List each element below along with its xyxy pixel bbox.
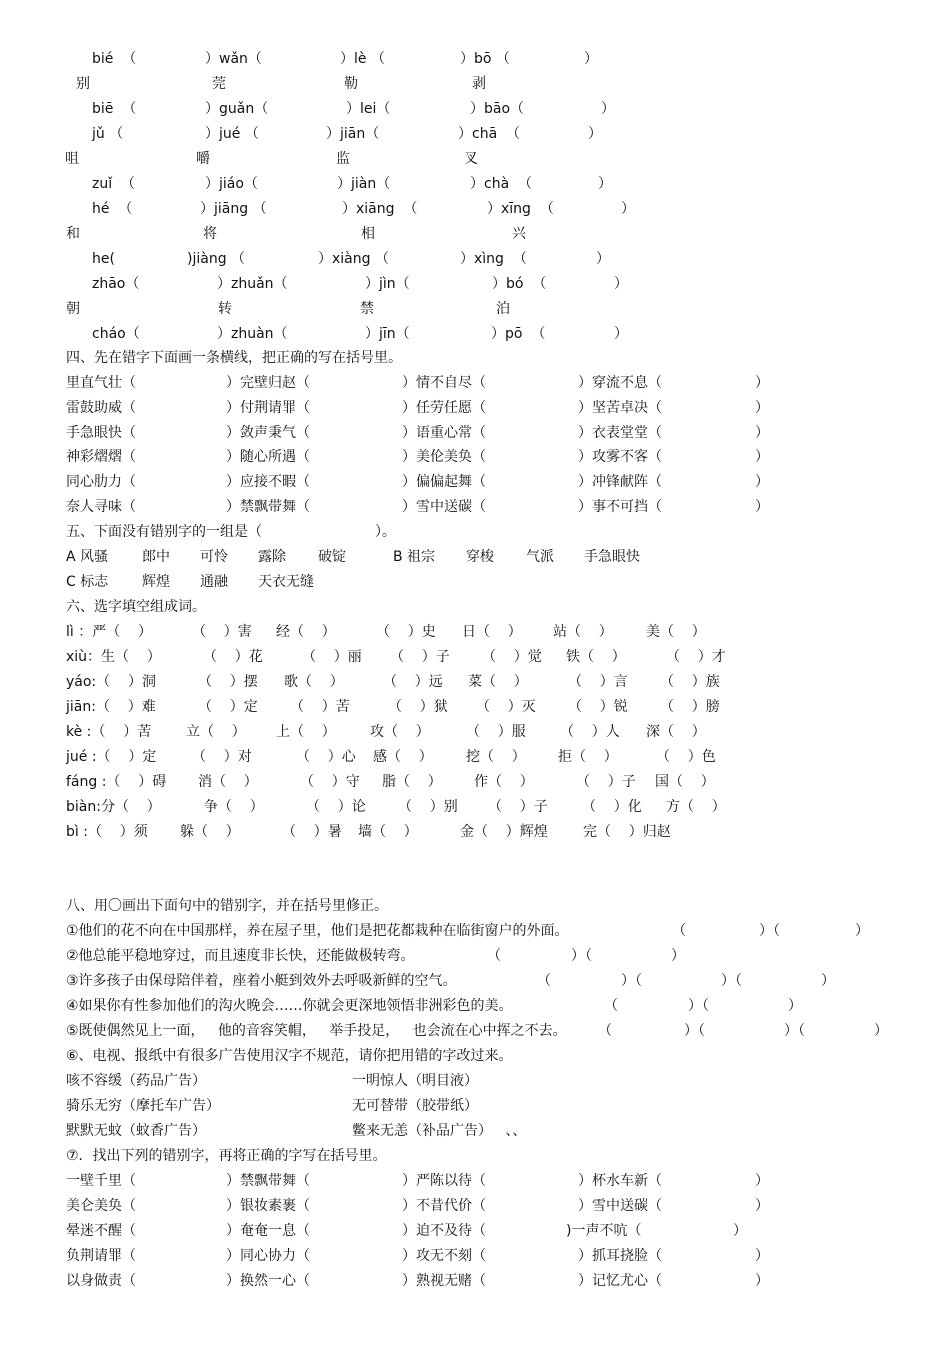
- line-text: （ ）花: [203, 649, 263, 665]
- worksheet-line: [0, 123, 950, 145]
- line-text: ）: [671, 948, 685, 964]
- line-text: ②他总能平稳地穿过，而且速度非长快，还能做极转弯。: [66, 948, 415, 964]
- line-text: 作（ ）: [474, 774, 534, 790]
- line-text: 铁（ ）: [566, 649, 626, 665]
- line-text: 破锭: [318, 549, 346, 565]
- worksheet-line: [0, 746, 950, 768]
- line-text: （ ）族: [660, 674, 720, 690]
- line-text: ）guǎn（: [205, 101, 269, 117]
- line-text: biē （: [92, 101, 137, 117]
- line-text: ）: [821, 973, 835, 989]
- line-text: （ ）言: [568, 674, 628, 690]
- line-text: ）: [733, 1223, 747, 1239]
- line-text: cháo（: [92, 326, 140, 342]
- line-text: 脂（ ）: [382, 774, 442, 790]
- line-text: ）: [874, 1023, 888, 1039]
- line-text: 立（ ）: [186, 724, 246, 740]
- line-text: ）雪中送碳（: [402, 499, 486, 515]
- line-text: （ ）苦: [290, 699, 350, 715]
- line-text: biàn:分（ ）: [66, 799, 161, 815]
- line-text: 躲（ ）: [180, 824, 240, 840]
- worksheet-line: [0, 273, 950, 295]
- line-text: ④如果你有性参加他们的沟火晚会……你就会更深地领悟非洲彩色的美。: [66, 998, 513, 1014]
- line-text: 同心肋力（: [66, 474, 136, 490]
- line-text: （ ）守: [300, 774, 360, 790]
- line-text: 挖（ ）: [466, 749, 526, 765]
- line-text: ）: [621, 201, 635, 217]
- worksheet-line: [0, 73, 950, 95]
- worksheet-line: [0, 347, 950, 369]
- line-text: 朝: [66, 301, 80, 317]
- line-text: ）xiàng （: [318, 251, 389, 267]
- line-text: ）bó （: [492, 276, 547, 292]
- line-text: 一壁千里（: [66, 1173, 136, 1189]
- line-text: （: [537, 973, 551, 989]
- line-text: ）jiáo（: [205, 176, 258, 192]
- line-text: )jiàng （: [187, 251, 246, 267]
- worksheet-line: [0, 148, 950, 170]
- line-text: （ ）定: [198, 699, 258, 715]
- line-text: （: [598, 1023, 612, 1039]
- line-text: （ ）灭: [476, 699, 536, 715]
- line-text: ）付荆请罪（: [226, 400, 310, 416]
- worksheet-line: [0, 1145, 950, 1167]
- line-text: 完（ ）归赵: [583, 824, 671, 840]
- line-text: 攻（ ）: [370, 724, 430, 740]
- line-text: jué :（ ）定: [66, 749, 157, 765]
- line-text: 气派: [526, 549, 554, 565]
- line-text: ）。: [375, 524, 396, 540]
- line-text: ）: [584, 51, 598, 67]
- worksheet-line: [0, 1270, 950, 1292]
- line-text: 深（ ）: [646, 724, 706, 740]
- line-text: B 祖宗: [393, 549, 436, 565]
- line-text: 转: [218, 301, 232, 317]
- worksheet-line: [0, 1095, 950, 1117]
- worksheet-line: [0, 646, 950, 668]
- line-text: ）bō （: [460, 51, 510, 67]
- line-text: ）随心所遇（: [226, 449, 310, 465]
- line-text: ）美伦美奂（: [402, 449, 486, 465]
- line-text: )一声不吭（: [566, 1223, 642, 1239]
- line-text: ）奄奄一息（: [226, 1223, 310, 1239]
- worksheet-line: [0, 1195, 950, 1217]
- line-text: ）抓耳挠脸（: [578, 1248, 662, 1264]
- line-text: ）xiāng （: [342, 201, 418, 217]
- line-text: 四、先在错字下面画一条横线，把正确的写在括号里。: [66, 350, 402, 366]
- worksheet-line: [0, 796, 950, 818]
- line-text: ）熟视无赌（: [402, 1273, 486, 1289]
- line-text: ）: [755, 1173, 769, 1189]
- line-text: ）迫不及待（: [402, 1223, 486, 1239]
- line-text: kè :（ ）苦: [66, 724, 152, 740]
- line-text: ）bāo（: [470, 101, 525, 117]
- line-text: 墙（ ）: [358, 824, 418, 840]
- line-text: 感（ ）: [373, 749, 433, 765]
- line-text: zuǐ （: [92, 176, 136, 192]
- line-text: （ ）对: [192, 749, 252, 765]
- line-text: ）: [614, 276, 628, 292]
- line-text: ）情不自尽（: [402, 375, 486, 391]
- worksheet-line: [0, 945, 950, 967]
- line-text: （ ）色: [656, 749, 716, 765]
- line-text: 无可替带（胶带纸）: [352, 1098, 478, 1114]
- worksheet-line: [0, 521, 950, 543]
- line-text: （ ）别: [398, 799, 458, 815]
- line-text: 站（ ）: [553, 624, 613, 640]
- worksheet-line: [0, 970, 950, 992]
- line-text: ）: [755, 375, 769, 391]
- line-text: ）: [755, 449, 769, 465]
- worksheet-line: [0, 446, 950, 468]
- line-text: ）语重心常（: [402, 425, 486, 441]
- line-text: 嚼: [196, 151, 210, 167]
- line-text: ）: [788, 998, 802, 1014]
- line-text: ）jiāng （: [200, 201, 267, 217]
- worksheet-line: [0, 1070, 950, 1092]
- line-text: 相: [361, 226, 375, 242]
- line-text: 美仑美奂（: [66, 1198, 136, 1214]
- line-text: ③许多孩子由保母陪伴着，座着小艇到效外去呼吸新鲜的空气。: [66, 973, 457, 989]
- line-text: 国（ ）: [655, 774, 715, 790]
- line-text: ①他们的花不向在中国那样，养在屋子里，他们是把花都栽种在临街窗户的外面。: [66, 923, 569, 939]
- line-text: （ ）才: [666, 649, 726, 665]
- line-text: jǔ （: [92, 126, 124, 142]
- line-text: ）（: [684, 1023, 705, 1039]
- line-text: ）（: [688, 998, 709, 1014]
- line-text: （ ）心: [296, 749, 356, 765]
- line-text: 叉: [464, 151, 478, 167]
- line-text: ）同心协力（: [226, 1248, 310, 1264]
- line-text: ）雪中送碳（: [578, 1198, 662, 1214]
- line-text: （ ）化: [582, 799, 642, 815]
- line-text: ）任劳任愿（: [402, 400, 486, 416]
- worksheet-line: [0, 422, 950, 444]
- worksheet-line: [0, 173, 950, 195]
- line-text: ）: [598, 176, 612, 192]
- line-text: 将: [203, 226, 217, 242]
- line-text: 勒: [344, 76, 358, 92]
- line-text: lì ：严（ ）: [66, 624, 153, 640]
- line-text: 神彩熠熠（: [66, 449, 136, 465]
- line-text: 郎中: [142, 549, 170, 565]
- line-text: ）: [588, 126, 602, 142]
- worksheet-line: [0, 248, 950, 270]
- line-text: （ ）远: [383, 674, 443, 690]
- line-text: ）偏偏起舞（: [402, 474, 486, 490]
- worksheet-line: [0, 496, 950, 518]
- line-text: （ ）丽: [302, 649, 362, 665]
- line-text: ⑤既使偶然见上一面， 他的音容笑帽， 举手投足， 也会流在心中挥之不去。: [66, 1023, 567, 1039]
- line-text: 骑乐无穷（摩托车广告）: [66, 1098, 220, 1114]
- worksheet-line: [0, 696, 950, 718]
- line-text: （: [604, 998, 618, 1014]
- line-text: ）: [755, 1248, 769, 1264]
- line-text: ）jīn（: [365, 326, 410, 342]
- line-text: ）坚苦卓决（: [578, 400, 662, 416]
- line-text: 手急眼快（: [66, 425, 136, 441]
- line-text: 负荆请罪（: [66, 1248, 136, 1264]
- line-text: 上（ ）: [276, 724, 336, 740]
- line-text: ）: [601, 101, 615, 117]
- line-text: （ ）害: [192, 624, 252, 640]
- line-text: ）杯水车新（: [578, 1173, 662, 1189]
- worksheet-line: [0, 1245, 950, 1267]
- line-text: jiān:（ ）难: [66, 699, 156, 715]
- line-text: 方（ ）: [666, 799, 726, 815]
- worksheet-line: [0, 397, 950, 419]
- worksheet-line: [0, 920, 950, 942]
- line-text: ）应接不暇（: [226, 474, 310, 490]
- line-text: 金（ ）辉煌: [460, 824, 548, 840]
- worksheet-line: [0, 721, 950, 743]
- worksheet-line: [0, 596, 950, 618]
- line-text: ）禁飘带舞（: [226, 1173, 310, 1189]
- worksheet-line: [0, 995, 950, 1017]
- line-text: 天衣无缝: [258, 574, 314, 590]
- line-text: ）: [855, 923, 869, 939]
- line-text: 咀: [65, 151, 79, 167]
- line-text: （ ）服: [466, 724, 526, 740]
- line-text: 辉煌: [142, 574, 170, 590]
- line-text: 歌（ ）: [284, 674, 344, 690]
- worksheet-line: [0, 1170, 950, 1192]
- line-text: （ ）暑: [282, 824, 342, 840]
- line-text: 雷鼓助威（: [66, 400, 136, 416]
- line-text: ）: [614, 326, 628, 342]
- line-text: 兴: [512, 226, 526, 242]
- line-text: ）严陈以待（: [402, 1173, 486, 1189]
- line-text: ）lei（: [346, 101, 391, 117]
- line-text: 莞: [212, 76, 226, 92]
- line-text: ）衣表堂堂（: [578, 425, 662, 441]
- line-text: （ ）论: [306, 799, 366, 815]
- line-text: （ ）觉: [482, 649, 542, 665]
- line-text: ）jué （: [205, 126, 259, 142]
- line-text: ）银妆素裹（: [226, 1198, 310, 1214]
- worksheet-line: [0, 821, 950, 843]
- worksheet-line: [0, 471, 950, 493]
- line-text: ）: [755, 1273, 769, 1289]
- line-text: he(: [92, 251, 115, 267]
- line-text: ）xìng （: [460, 251, 527, 267]
- worksheet-line: [0, 1045, 950, 1067]
- line-text: yáo:（ ）洞: [66, 674, 156, 690]
- line-text: ）不昔代价（: [402, 1198, 486, 1214]
- line-text: ）冲锋献阵（: [578, 474, 662, 490]
- line-text: ）chà （: [470, 176, 533, 192]
- worksheet-line: [0, 372, 950, 394]
- line-text: ）jiàn（: [337, 176, 391, 192]
- line-text: ）pō （: [491, 326, 546, 342]
- line-text: 以身做责（: [66, 1273, 136, 1289]
- line-text: （ ）锐: [568, 699, 628, 715]
- worksheet-line: [0, 546, 950, 568]
- line-text: 通融: [200, 574, 228, 590]
- line-text: 和: [66, 226, 80, 242]
- line-text: ）完壁归赵（: [226, 375, 310, 391]
- line-text: hé （: [92, 201, 133, 217]
- line-text: 美（ ）: [646, 624, 706, 640]
- line-text: bì :（ ）须: [66, 824, 148, 840]
- line-text: zhāo（: [92, 276, 140, 292]
- line-text: 鳖来无恙（补品广告） 、、: [352, 1123, 527, 1139]
- line-text: ）（: [721, 973, 742, 989]
- line-text: ）jìn（: [365, 276, 410, 292]
- line-text: 里直气壮（: [66, 375, 136, 391]
- line-text: 咳不容缓（药品广告）: [66, 1073, 206, 1089]
- line-text: ）: [755, 400, 769, 416]
- worksheet-line: [0, 48, 950, 70]
- line-text: ）: [755, 499, 769, 515]
- line-text: 泊: [496, 301, 510, 317]
- line-text: ）事不可挡（: [578, 499, 662, 515]
- line-text: （ ）史: [376, 624, 436, 640]
- worksheet-line: [0, 1120, 950, 1142]
- line-text: ）（: [759, 923, 780, 939]
- line-text: C 标志: [66, 574, 109, 590]
- worksheet-line: [0, 895, 950, 917]
- line-text: 菜（ ）: [468, 674, 528, 690]
- worksheet-line: [0, 571, 950, 593]
- line-text: （ ）人: [560, 724, 620, 740]
- line-text: ）xīng （: [487, 201, 554, 217]
- line-text: ）（: [784, 1023, 805, 1039]
- worksheet-line: [0, 771, 950, 793]
- line-text: 剥: [472, 76, 486, 92]
- line-text: A 风骚: [66, 549, 109, 565]
- line-text: ⑦．找出下列的错别字，再将正确的字写在括号里。: [66, 1148, 387, 1164]
- line-text: ）: [755, 474, 769, 490]
- line-text: 奈人寻味（: [66, 499, 136, 515]
- line-text: （ ）子: [390, 649, 450, 665]
- line-text: ）: [755, 425, 769, 441]
- line-text: ）敛声秉气（: [226, 425, 310, 441]
- line-text: ）攻雾不客（: [578, 449, 662, 465]
- line-text: ）zhuàn（: [217, 326, 288, 342]
- line-text: 六、选字填空组成词。: [66, 599, 206, 615]
- line-text: ⑥、电视、报纸中有很多广告使用汉字不规范，请你把用错的字改过来。: [66, 1048, 513, 1064]
- line-text: ）（: [571, 948, 592, 964]
- line-text: 争（ ）: [204, 799, 264, 815]
- line-text: ）: [755, 1198, 769, 1214]
- line-text: 手急眼快: [584, 549, 640, 565]
- worksheet-line: [0, 621, 950, 643]
- line-text: ）chā （: [458, 126, 521, 142]
- line-text: ）攻无不刻（: [402, 1248, 486, 1264]
- line-text: ）穿流不息（: [578, 375, 662, 391]
- line-text: ）换然一心（: [226, 1273, 310, 1289]
- line-text: （ ）摆: [198, 674, 258, 690]
- line-text: （ ）子: [576, 774, 636, 790]
- line-text: ）lè （: [340, 51, 385, 67]
- line-text: （ ）狱: [388, 699, 448, 715]
- line-text: ）zhuǎn（: [217, 276, 288, 292]
- line-text: 穿梭: [466, 549, 494, 565]
- worksheet-line: [0, 323, 950, 345]
- worksheet-line: [0, 223, 950, 245]
- line-text: ）（: [621, 973, 642, 989]
- worksheet-line: [0, 1220, 950, 1242]
- line-text: xiù：生（ ）: [66, 649, 161, 665]
- line-text: ）: [596, 251, 610, 267]
- worksheet-line: [0, 1020, 950, 1042]
- worksheet-line: [0, 198, 950, 220]
- line-text: 日（ ）: [462, 624, 522, 640]
- line-text: 可怜: [200, 549, 228, 565]
- line-text: （: [487, 948, 501, 964]
- line-text: ）记忆尤心（: [578, 1273, 662, 1289]
- worksheet-line: [0, 298, 950, 320]
- line-text: 消（ ）: [198, 774, 258, 790]
- line-text: 露除: [258, 549, 286, 565]
- line-text: 拒（ ）: [558, 749, 618, 765]
- line-text: ）wǎn（: [205, 51, 262, 67]
- line-text: 五、下面没有错别字的一组是（: [66, 524, 262, 540]
- line-text: （: [672, 923, 686, 939]
- line-text: （ ）子: [488, 799, 548, 815]
- line-text: 晕迷不醒（: [66, 1223, 136, 1239]
- line-text: 禁: [360, 301, 374, 317]
- line-text: 别: [76, 76, 90, 92]
- line-text: 经（ ）: [276, 624, 336, 640]
- line-text: 八、用〇画出下面句中的错别字，并在括号里修正。: [66, 898, 388, 914]
- worksheet-line: [0, 98, 950, 120]
- line-text: fáng :（ ）碍: [66, 774, 167, 790]
- worksheet-line: [0, 671, 950, 693]
- line-text: ）jiān（: [326, 126, 380, 142]
- line-text: （ ）膀: [660, 699, 720, 715]
- line-text: ）禁飘带舞（: [226, 499, 310, 515]
- line-text: 监: [336, 151, 350, 167]
- line-text: bié （: [92, 51, 137, 67]
- line-text: 默默无蚊（蚊香广告）: [66, 1123, 206, 1139]
- line-text: 一明惊人（明目液）: [352, 1073, 478, 1089]
